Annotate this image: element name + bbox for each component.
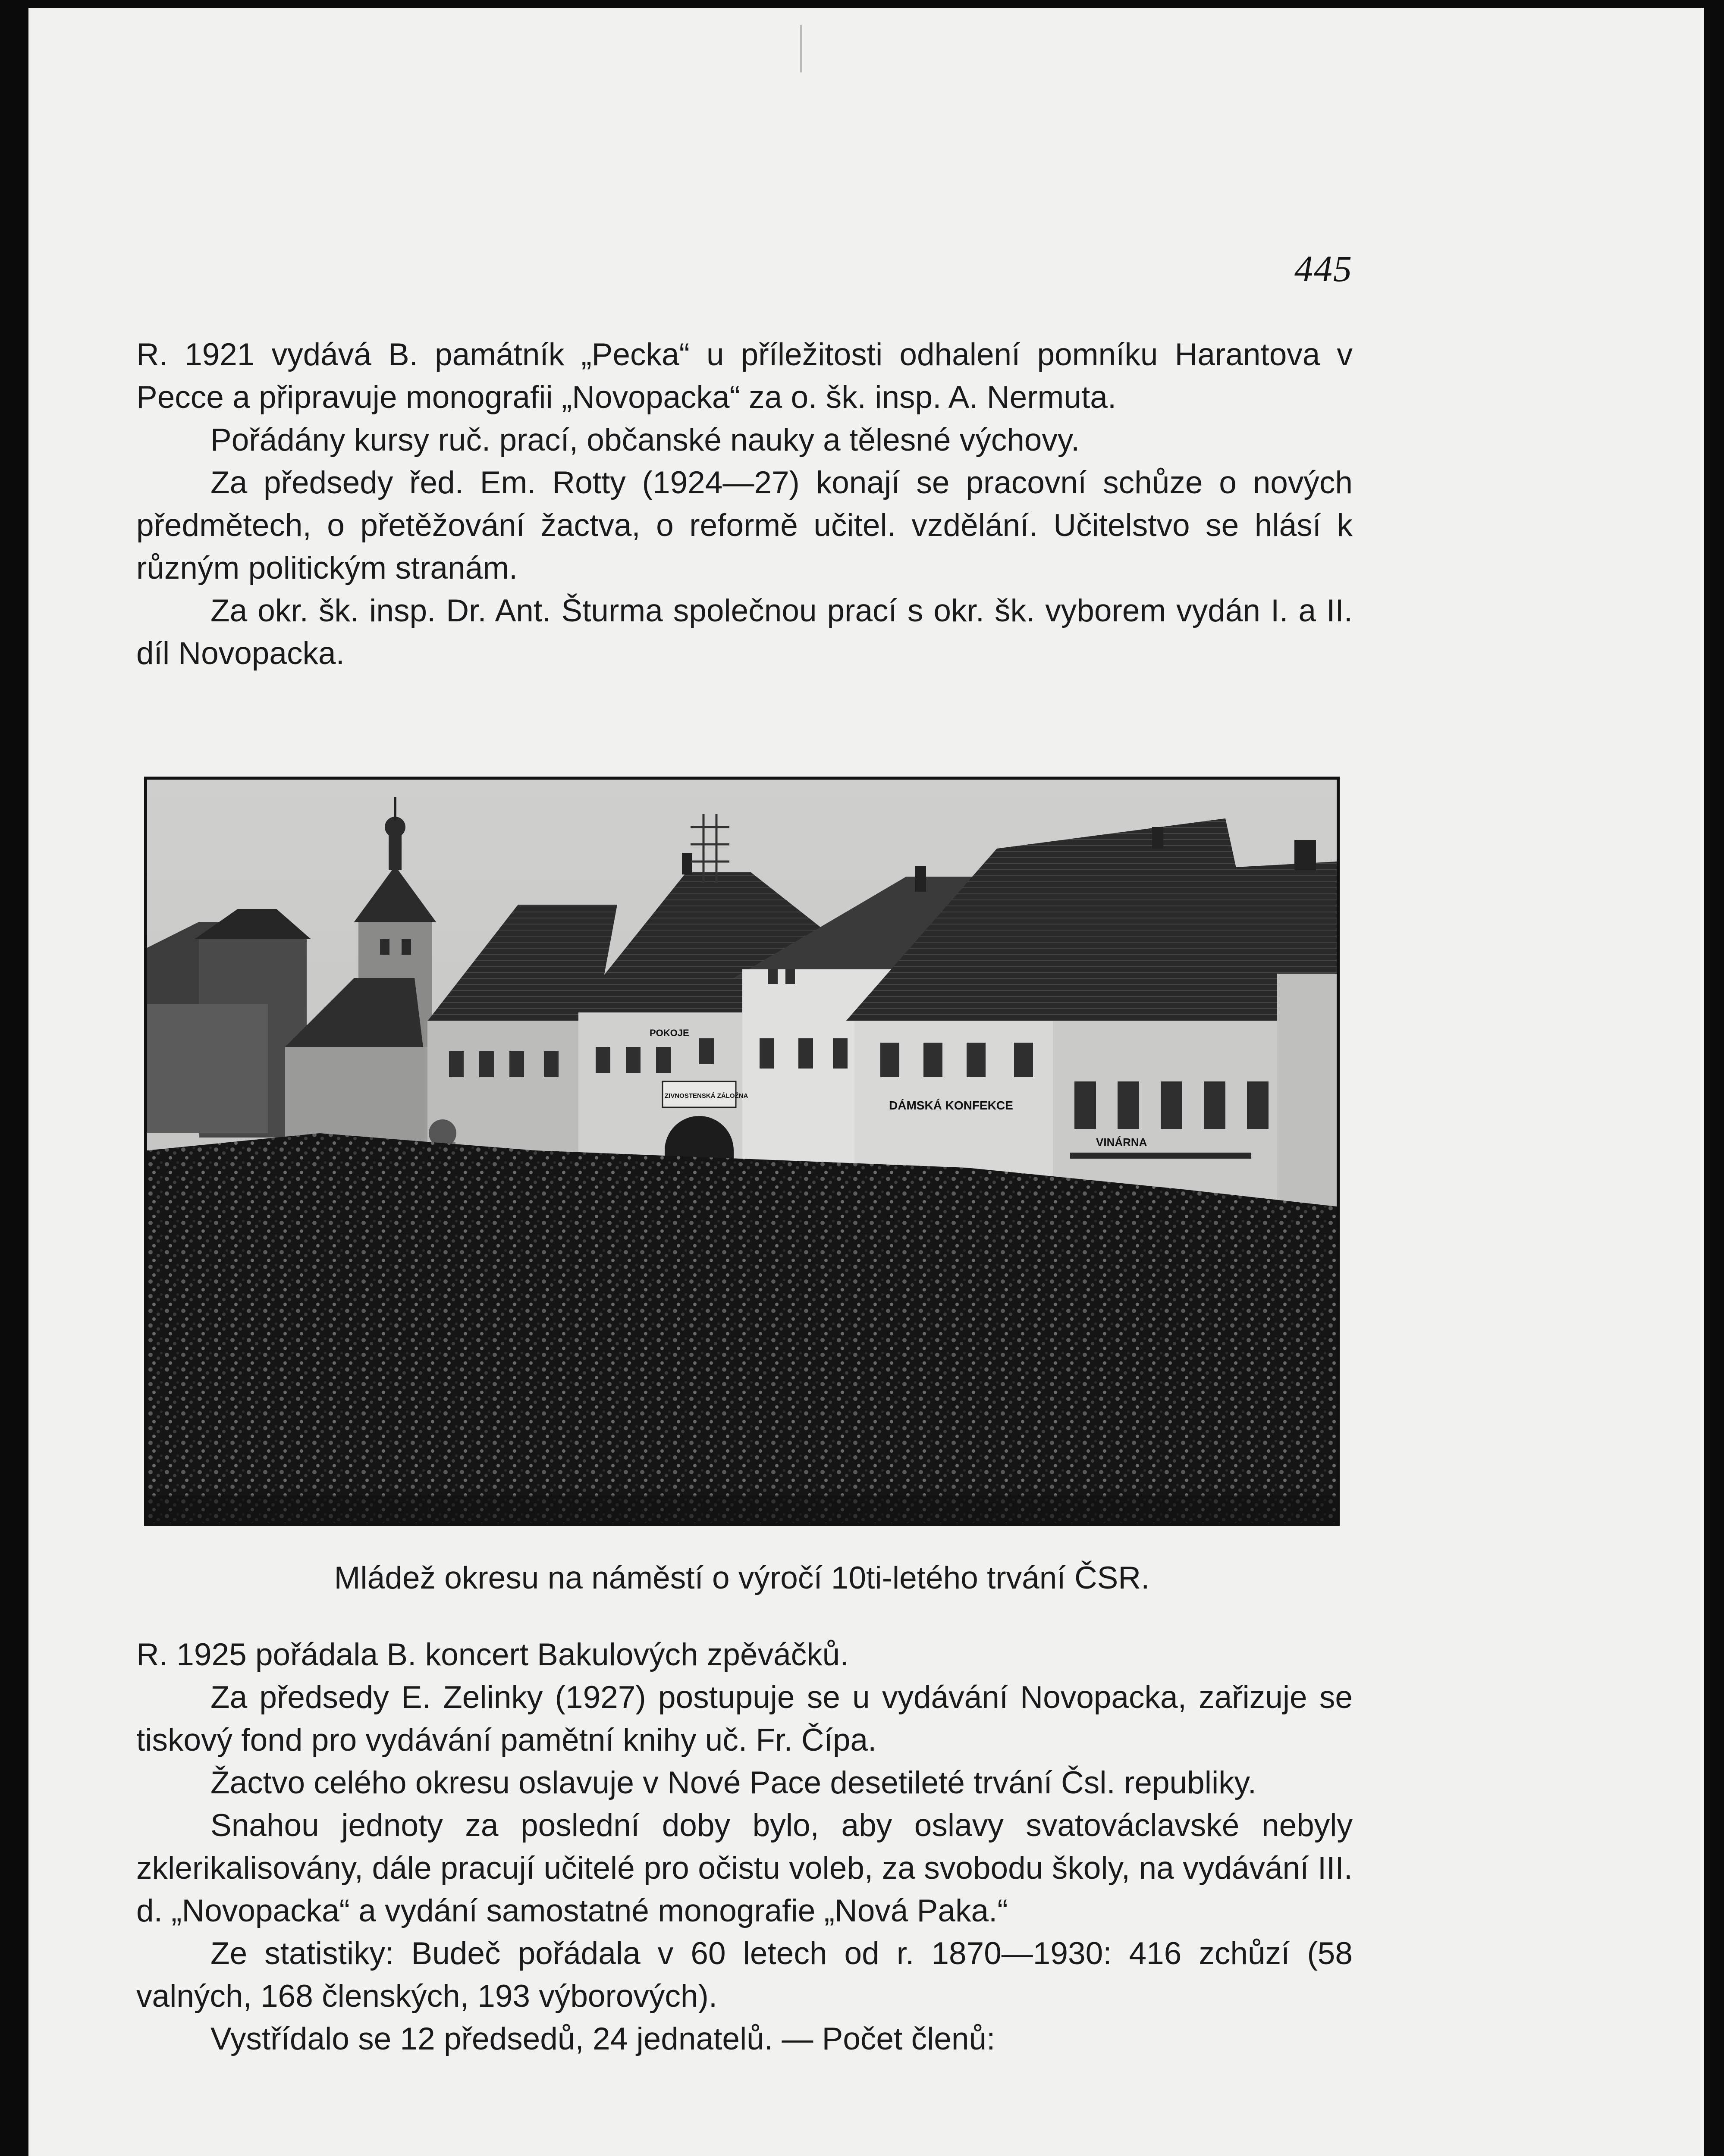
paragraph: R. 1925 pořádala B. koncert Bakulových zpěváčků. [136,1637,849,1672]
sign-pokoje: POKOJE [650,1028,689,1038]
paragraph: Vystřídalo se 12 předsedů, 24 jednatelů. — Počet členů: [210,2021,995,2056]
fold-mark [800,25,802,72]
page-number: 445 [1294,248,1353,289]
text-block-top [136,333,1353,675]
paragraph: R. 1921 vydává B. památník „Pecka“ u příležitosti odhalení pomníku Harantova v Pecce a připravuje monografii „Novopacka“ za o. šk. insp. A. Nermuta. [136,337,1353,415]
paragraph: Snahou jednoty za poslední doby bylo, aby oslavy svatováclavské nebyly zklerikalisovány, dále pracují učitelé pro očistu voleb, za svobodu školy, na vydávání III. d. „Novopacka“ a vydání samostatné monografie „Nová Paka.“ [136,1808,1353,1928]
crowd [147,1133,1337,1523]
paragraph: Žactvo celého okresu oslavuje v Nové Pace desetileté trvání Čsl. republiky. [210,1765,1257,1800]
book-page [28,8,1704,2156]
text-block-bottom [136,1633,1353,2060]
photograph-town-square-crowd [144,777,1340,1526]
paragraph: Za předsedy řed. Em. Rotty (1924—27) konají se pracovní schůze o nových předmětech, o přetěžování žactva, o reformě učitel. vzdělání. Učitelstvo se hlásí k různým politickým stranám. [136,465,1353,586]
sign-vinarna: VINÁRNA [1096,1136,1147,1149]
sign-konfekce: DÁMSKÁ KONFEKCE [889,1099,1013,1112]
paragraph: Za předsedy E. Zelinky (1927) postupuje se u vydávání Novopacka, zařizuje se tiskový fond pro vydávání pamětní knihy uč. Fr. Čípa. [136,1680,1353,1758]
paragraph: Pořádány kursy ruč. prací, občanské nauky a tělesné výchovy. [210,423,1080,458]
paragraph: Za okr. šk. insp. Dr. Ant. Šturma společnou prací s okr. šk. vyborem vydán I. a II. díl Novopacka. [136,593,1353,671]
photo-caption: Mládež okresu na náměstí o výročí 10ti-letého trvání ČSR. [334,1561,1150,1595]
paragraph: Ze statistiky: Budeč pořádala v 60 letech od r. 1870—1930: 416 zchůzí (58 valných, 168 členských, 193 výborových). [136,1936,1353,2014]
photo-illustration [147,780,1337,1523]
sign-zalozna: ZIVNOSTENSKÁ ZÁLOŽNA [665,1092,748,1100]
